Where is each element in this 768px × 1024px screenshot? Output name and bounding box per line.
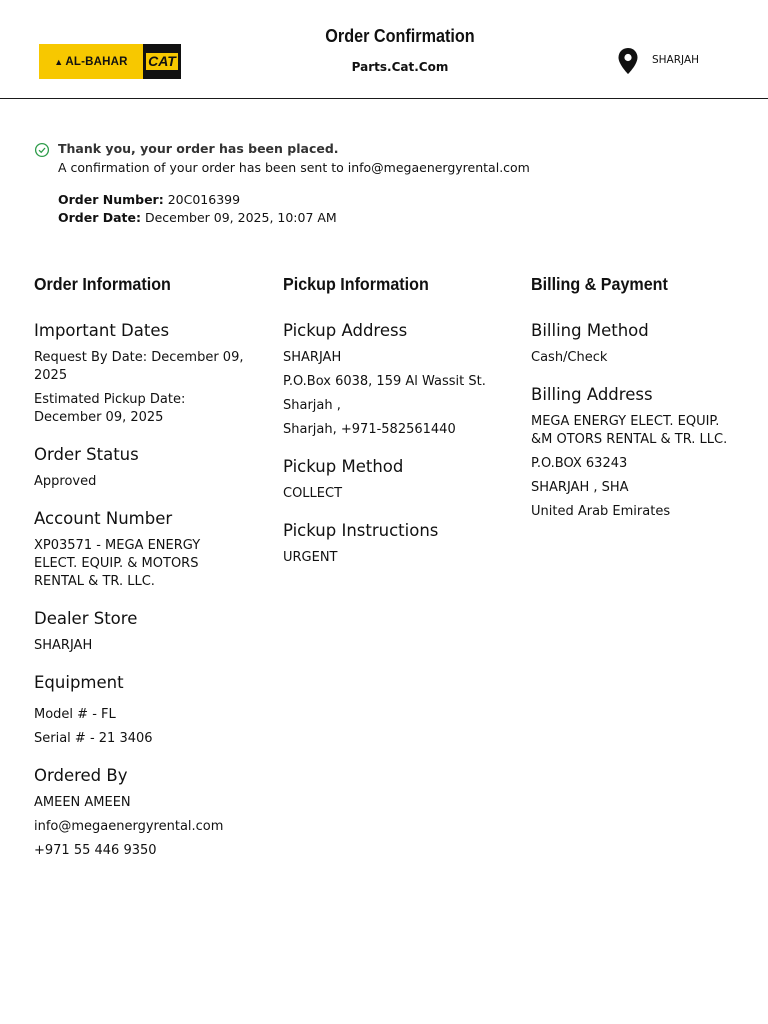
pickup-method-heading: Pickup Method — [283, 457, 404, 476]
billing-payment-heading: Billing & Payment — [531, 274, 668, 294]
check-circle-icon — [34, 142, 50, 158]
al-bahar-logo-text — [54, 56, 127, 68]
al-bahar-logo-panel — [39, 44, 143, 79]
billing-address-line: SHARJAH , SHA — [531, 480, 629, 495]
cat-logo-text: CAT — [148, 53, 176, 69]
order-status-heading: Order Status — [34, 445, 139, 464]
equipment-heading: Equipment — [34, 673, 124, 692]
map-pin-icon — [617, 47, 639, 75]
billing-method-heading: Billing Method — [531, 321, 649, 340]
pickup-address-line: P.O.Box 6038, 159 Al Wassit St. — [283, 374, 486, 389]
ordered-by-name: AMEEN AMEEN — [34, 795, 131, 810]
dealer-store-heading: Dealer Store — [34, 609, 138, 628]
billing-address-line: United Arab Emirates — [531, 504, 671, 519]
order-information-column — [34, 272, 244, 866]
billing-address-line: P.O.BOX 63243 — [531, 456, 628, 471]
order-number-value: 20C016399 — [167, 192, 241, 207]
important-dates-heading: Important Dates — [34, 321, 170, 340]
order-placed-message: Thank you, your order has been placed. — [58, 141, 339, 156]
order-number-label: Order Number: — [58, 192, 164, 207]
al-bahar-logo-mark-icon: ▲ — [54, 56, 64, 67]
dealer-store-value: SHARJAH — [34, 638, 93, 653]
equipment-model: Model # - FL — [34, 707, 116, 722]
pickup-information-heading: Pickup Information — [283, 274, 429, 294]
billing-address-heading: Billing Address — [531, 385, 653, 404]
billing-address-line: MEGA ENERGY ELECT. EQUIP. &M OTORS RENTAL & TR. LLC. — [531, 414, 728, 447]
billing-method-value: Cash/Check — [531, 350, 608, 365]
al-bahar-logo-label: AL-BAHAR — [65, 55, 128, 68]
order-date-row — [58, 210, 337, 225]
pickup-method-value: COLLECT — [283, 486, 343, 501]
request-by-date: Request By Date: December 09, 2025 — [34, 350, 244, 383]
order-date-value: December 09, 2025, 10:07 AM — [144, 210, 337, 225]
order-date-label: Order Date: — [58, 210, 141, 225]
ordered-by-email[interactable]: info@megaenergyrental.com — [34, 819, 224, 834]
confirmation-sent-message: A confirmation of your order has been sent to info@megaenergyrental.com — [58, 160, 530, 175]
pickup-address-line: SHARJAH — [283, 350, 342, 365]
pickup-information-column — [283, 272, 493, 573]
ordered-by-phone[interactable]: +971 55 446 9350 — [34, 843, 157, 858]
cat-logo-panel — [143, 44, 181, 79]
equipment-serial: Serial # - 21 3406 — [34, 731, 153, 746]
account-number-heading: Account Number — [34, 509, 173, 528]
estimated-pickup-date: Estimated Pickup Date: December 09, 2025 — [34, 392, 186, 425]
order-information-heading: Order Information — [34, 274, 171, 294]
ordered-by-heading: Ordered By — [34, 766, 128, 785]
al-bahar-cat-logo[interactable] — [39, 44, 181, 79]
page-title: Order Confirmation — [325, 26, 475, 46]
pickup-instructions-heading: Pickup Instructions — [283, 521, 439, 540]
store-location[interactable]: SHARJAH — [652, 54, 700, 66]
pickup-instructions-value: URGENT — [283, 550, 338, 565]
site-name: Parts.Cat.Com — [351, 60, 449, 74]
pickup-address-line: Sharjah , — [283, 398, 341, 413]
order-number-row — [58, 192, 240, 207]
billing-payment-column — [531, 272, 746, 527]
account-number-value: XP03571 - MEGA ENERGY ELECT. EQUIP. & MOTORS RENTAL & TR. LLC. — [34, 538, 201, 589]
page-header — [0, 0, 768, 99]
order-status-value: Approved — [34, 474, 97, 489]
pickup-address-heading: Pickup Address — [283, 321, 408, 340]
pickup-address-line: Sharjah, +971-582561440 — [283, 422, 456, 437]
